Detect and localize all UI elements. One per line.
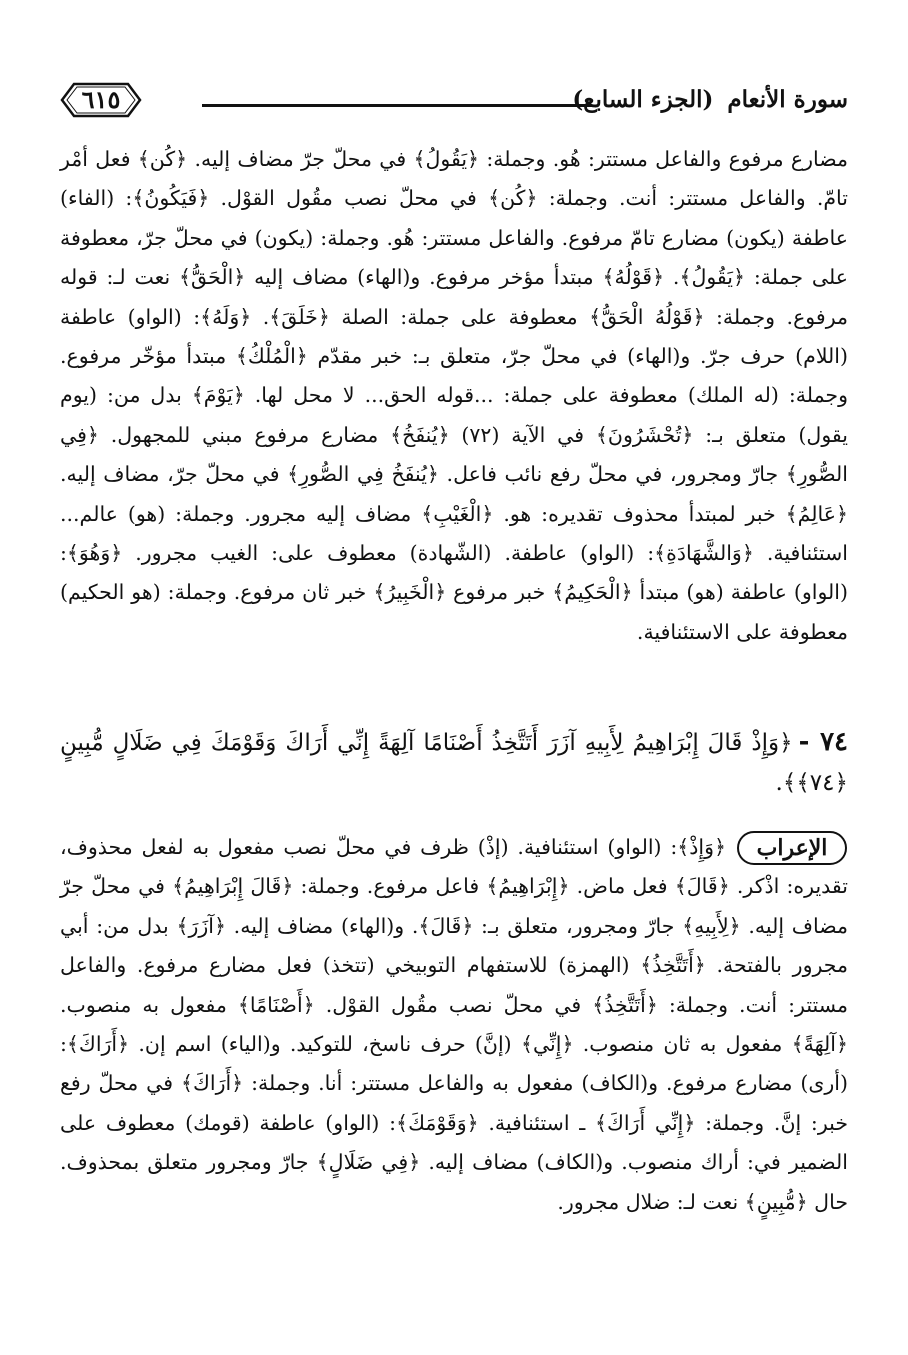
page-number-badge bbox=[60, 80, 142, 120]
irab-paragraph: ﴿وَإِذْ﴾: (الواو) استئنافية. (إذْ) ظرف في محلّ نصب مفعول به لفعل محذوف، تقديره: اذْكر. ﴿قَالَ﴾ فعل ماض. ﴿إِبْرَاهِيمُ﴾ فاعل مرفوع. وجملة: ﴿قَالَ إِبْرَاهِيمُ﴾ في محلّ جرّ مضاف إليه. ﴿لِأَبِيهِ﴾ جارّ ومجرور، متعلق بـ: ﴿قَالَ﴾. و(الهاء) مضاف إليه. ﴿آزَرَ﴾ بدل من: أبي مجرور بالفتحة. ﴿أَتَتَّخِذُ﴾ (الهمزة) للاستفهام التوبيخي (تتخذ) فعل مضارع مرفوع. والفاعل مستتر: أنت. وجملة: ﴿أَتَتَّخِذُ﴾ في محلّ نصب مقُول القوْل. ﴿أَصْنَامًا﴾ مفعول به منصوب. ﴿آلِهَةً﴾ مفعول به ثان منصوب. ﴿إِنِّي﴾ (إنَّ) حرف ناسخ، للتوكيد. و(الياء) اسم إن. ﴿أَرَاكَ﴾: (أرى) مضارع مرفوع. و(الكاف) مفعول به والفاعل مستتر: أنا. وجملة: ﴿أَرَاكَ﴾ في محلّ رفع خبر: إنَّ. وجملة: ﴿إِنِّي أَرَاكَ﴾ ـ استئنافية. ﴿وَقَوْمَكَ﴾: (الواو) عاطفة (قومك) معطوف على الضمير في: أراك منصوب. و(الكاف) مضاف إليه. ﴿فِي ضَلَالٍ﴾ جارّ ومجرور متعلق بمحذوف. حال ﴿مُّبِينٍ﴾ نعت لـ: ضلال مجرور. bbox=[60, 835, 848, 1214]
commentary-block-1 bbox=[60, 140, 848, 652]
part-name: (الجزء السابع) bbox=[572, 86, 714, 113]
header-rule bbox=[202, 104, 592, 107]
verse-number: ٧٤ - bbox=[798, 727, 849, 757]
commentary-paragraph: مضارع مرفوع والفاعل مستتر: هُو. وجملة: ﴿يَقُولُ﴾ في محلّ جرّ مضاف إليه. ﴿كُن﴾ فعل أمْر تامّ. والفاعل مستتر: أنت. وجملة: ﴿كُن﴾ في محلّ نصب مقُول القوْل. ﴿فَيَكُونُ﴾: (الفاء) عاطفة (يكون) مضارع تامّ مرفوع. والفاعل مستتر: هُو. وجملة: (يكون) في محلّ جرّ، معطوفة على جملة: ﴿يَقُولُ﴾. ﴿قَوْلُهُ﴾ مبتدأ مؤخر مرفوع. و(الهاء) مضاف إليه ﴿الْحَقُّ﴾ نعت لـ: قوله مرفوع. وجملة: ﴿قَوْلُهُ الْحَقُّ﴾ معطوفة على جملة: الصلة ﴿خَلَقَ﴾. ﴿وَلَهُ﴾: (الواو) عاطفة (اللام) حرف جرّ. و(الهاء) في محلّ جرّ، متعلق بـ: خبر مقدّم ﴿الْمُلْكُ﴾ مبتدأ مؤخّر مرفوع. وجملة: (له الملك) معطوفة على جملة: ...قوله الحق... لا محل لها. ﴿يَوْمَ﴾ بدل من: (يوم يقول) متعلق بـ: ﴿تُحْشَرُونَ﴾ في الآية (٧٢) ﴿يُنفَخُ﴾ مضارع مرفوع مبني للمجهول. ﴿فِي الصُّورِ﴾ جارّ ومجرور، في محلّ رفع نائب فاعل. ﴿يُنفَخُ فِي الصُّورِ﴾ في محلّ جرّ، مضاف إليه. ﴿عَالِمُ﴾ خبر لمبتدأ محذوف تقديره: هو. ﴿الْغَيْبِ﴾ مضاف إليه مجرور. وجملة: (هو) عالم... استئنافية. ﴿وَالشَّهَادَةِ﴾: (الواو) عاطفة. (الشّهادة) معطوف على: الغيب مجرور. ﴿وَهُوَ﴾: (الواو) عاطفة (هو) مبتدأ ﴿الْحَكِيمُ﴾ خبر مرفوع ﴿الْخَبِيرُ﴾ خبر ثان مرفوع. وجملة: (هو الحكيم) معطوفة على الاستئنافية. bbox=[60, 147, 848, 644]
quran-verse bbox=[60, 722, 848, 803]
running-title bbox=[558, 86, 848, 113]
verse-text: ﴿وَإِذْ قَالَ إِبْرَاهِيمُ لِأَبِيهِ آزَرَ أَتَتَّخِذُ أَصْنَامًا آلِهَةً إِنِّي أَرَاكَ وَقَوْمَكَ فِي ضَلَالٍ مُّبِينٍ ﴿٧٤﴾﴾. bbox=[60, 730, 848, 796]
page-header bbox=[60, 80, 848, 130]
irab-heading: الإعراب bbox=[756, 835, 828, 861]
irab-badge bbox=[736, 830, 848, 866]
irab-section bbox=[60, 828, 848, 1222]
page-number: ٦١٥ bbox=[81, 85, 121, 114]
surah-name: سورة الأنعام bbox=[727, 86, 848, 113]
